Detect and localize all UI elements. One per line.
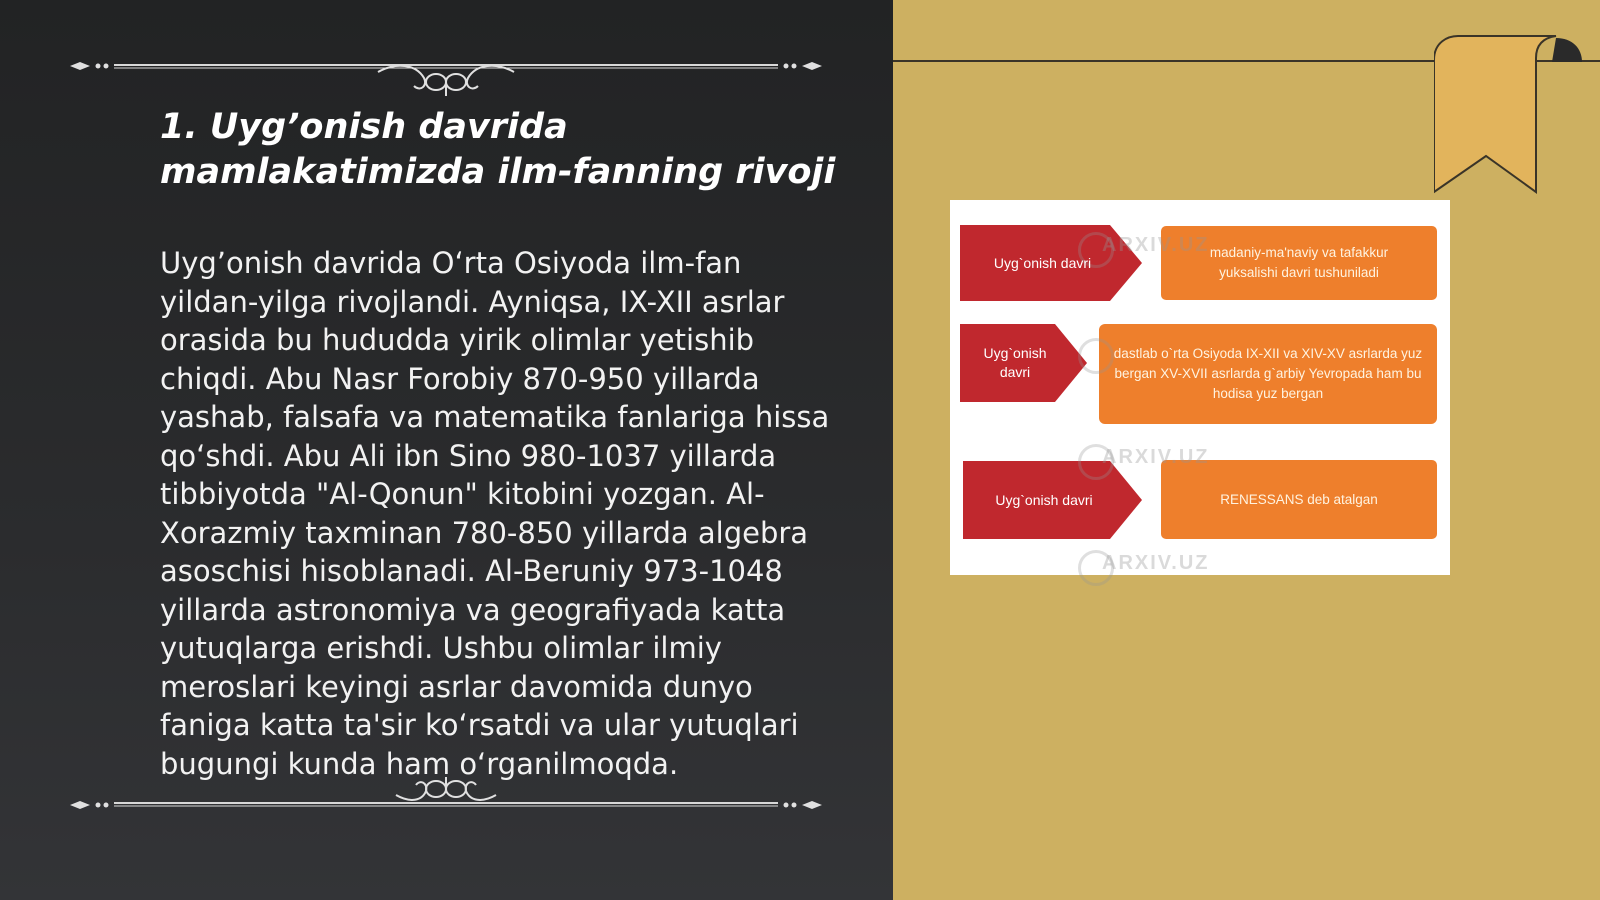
arrow-label-3: Uyg`onish davri [995,491,1093,508]
arrow-label-2: Uyg`onish davri [983,345,1047,380]
box-text-3: RENESSANS deb atalgan [1220,491,1378,507]
renaissance-diagram [950,200,1450,575]
watermark-text: ARXIV.UZ [1102,234,1210,256]
box-text-2: dastlab o`rta Osiyoda IX-XII va XIV-XV asrlarda yuz bergan XV-XVII asrlarda g`arbiy Yevropada ham bu hodisa yuz bergan [1113,346,1423,401]
ornament-bottom-divider [66,775,826,825]
slide-title: 1. Uyg’onish davrida mamlakatimizda ilm-fanning rivoji [160,107,836,192]
watermark-text: ARXIV.UZ [1102,552,1210,574]
watermark-text: ARXIV.UZ [1102,446,1210,468]
ornament-top-divider [66,48,826,98]
slide-body-text: Uyg’onish davrida O‘rta Osiyoda ilm-fan yildan-yilga rivojlandi. Ayniqsa, IX-XII asrlar orasida bu hududda yirik olimlar yetishib chiqdi. Abu Nasr Forobiy 870-950 yillarda yashab, falsafa va matematika fanlariga hissa qo‘shdi. Abu Ali ibn Sino 980-1037 yillarda tibbiyotda "Al-Qonun" kitobini yozgan. Al-Xorazmiy taxminan 780-850 yillarda algebra asoschisi hisoblanadi. Al-Beruniy 973-1048 yillarda astronomiya va geografiyada katta yutuqlarga erishdi. Ushbu olimlar ilmiy meroslari keyingi asrlar davomida dunyo faniga katta ta'sir ko‘rsatdi va ular yutuqlari bugungi kunda ham o‘rganilmoqda. [160,246,830,781]
arrow-label-1: Uyg`onish davri [993,254,1092,271]
box-text-1: madaniy-ma'naviy va tafakkur yuksalishi davri tushuniladi [1209,245,1389,280]
bookmark-icon [1434,34,1584,200]
